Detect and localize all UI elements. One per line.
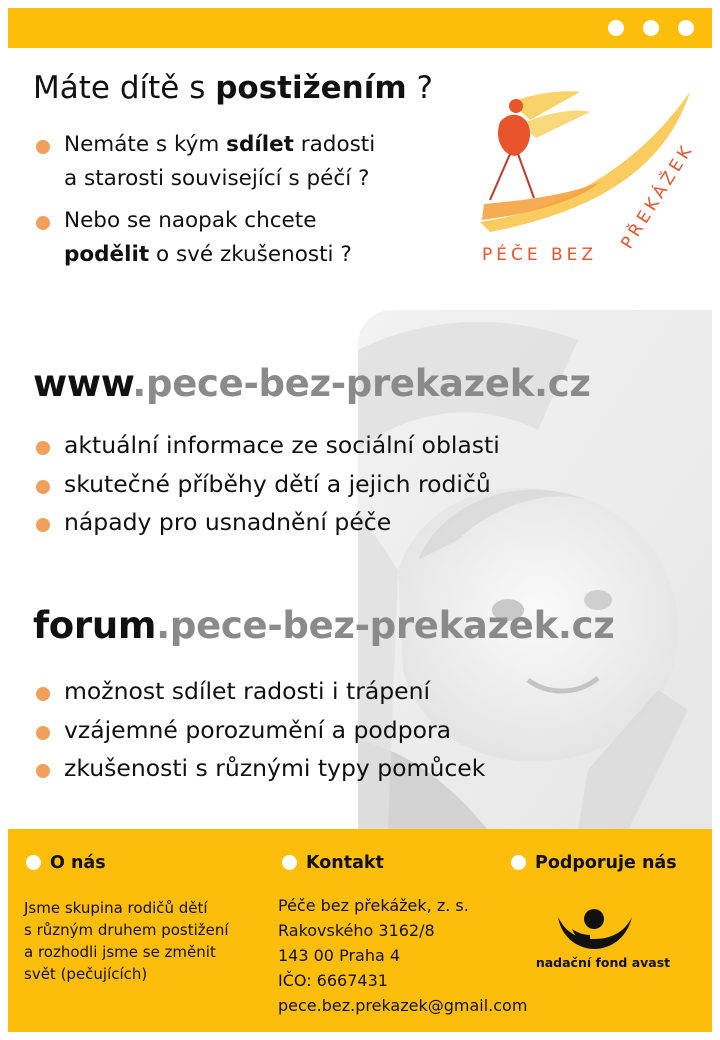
url-domain: www (33, 362, 133, 405)
about-line: a rozhodli jsme se změnit (24, 943, 216, 961)
dot-icon (511, 855, 526, 870)
contact-line: 143 00 Praha 4 (278, 946, 401, 965)
item-text: Nebo se naopak chcete (64, 208, 317, 233)
list-item (36, 426, 596, 465)
headline-suffix: ? (406, 70, 433, 106)
about-line: Jsme skupina rodičů dětí (24, 899, 208, 917)
item-text: nápady pro usnadnění péče (64, 508, 392, 536)
logo-text-bottom: PÉČE BEZ (482, 245, 598, 265)
logo-text-side: PŘEKÁŽEK (617, 139, 699, 253)
item-bold: podělit (64, 242, 150, 267)
forum-url[interactable] (33, 604, 615, 647)
bullet-icon (36, 441, 50, 455)
support-heading (511, 853, 677, 873)
about-line: svět (pečujících) (24, 965, 148, 983)
contact-line: Péče bez překážek, z. s. (278, 896, 469, 915)
headline-bold: postižením (215, 70, 407, 106)
avast-logo-text: nadační fond avast (535, 955, 671, 970)
item-text: skutečné příběhy dětí a jejich rodičů (64, 469, 491, 498)
list-item (36, 503, 596, 542)
item-text: radosti (293, 132, 376, 157)
item-text: a starosti související s péčí ? (64, 166, 370, 191)
bullet-icon (36, 518, 50, 532)
about-title: O nás (50, 853, 106, 873)
bullet-icon (36, 140, 50, 154)
url-domain: forum (33, 604, 157, 647)
item-bold: sdílet (226, 132, 294, 157)
list-item (36, 128, 436, 196)
dot-icon (678, 20, 694, 36)
intro-list (36, 128, 436, 280)
contact-line: IČO: 6667431 (278, 971, 388, 990)
avast-foundation-logo (528, 905, 678, 975)
list-item (36, 711, 596, 750)
bullet-icon (36, 726, 50, 740)
about-heading (26, 853, 106, 873)
url-rest: .pece-bez-prekazek.cz (132, 362, 591, 405)
forum-features (36, 672, 596, 788)
top-bar (8, 8, 712, 48)
item-text: vzájemné porozumění a podpora (64, 715, 452, 744)
contact-line: Rakovského 3162/8 (278, 921, 435, 940)
contact-heading (282, 853, 384, 873)
item-text: o své zkušenosti ? (149, 242, 352, 267)
list-item (36, 465, 596, 504)
website-features (36, 426, 596, 542)
support-title: Podporuje nás (535, 853, 677, 873)
item-text: aktuální informace ze sociální oblasti (64, 431, 500, 459)
item-text: možnost sdílet radosti i trápení (64, 677, 431, 705)
about-line: s různým druhem postižení (24, 921, 229, 939)
list-item (36, 204, 436, 272)
contact-title: Kontakt (306, 853, 384, 873)
bullet-icon (36, 687, 50, 701)
window-dots (608, 20, 694, 36)
dot-icon (643, 20, 659, 36)
contact-email[interactable]: pece.bez.prekazek@gmail.com (278, 996, 528, 1015)
dot-icon (282, 855, 297, 870)
website-url[interactable] (33, 362, 591, 405)
footer (8, 829, 712, 1032)
list-item (36, 672, 596, 711)
bullet-icon (36, 216, 50, 230)
item-text: Nemáte s kým (64, 132, 227, 157)
item-text: zkušenosti s různými typy pomůcek (64, 754, 486, 782)
dot-icon (608, 20, 624, 36)
bullet-icon (36, 480, 50, 494)
about-text (24, 897, 229, 985)
bullet-icon (36, 764, 50, 778)
dot-icon (26, 855, 41, 870)
url-rest: .pece-bez-prekazek.cz (156, 604, 615, 647)
headline-prefix: Máte dítě s (33, 70, 216, 106)
list-item (36, 749, 596, 788)
pece-bez-prekazek-logo (470, 82, 700, 282)
contact-text (278, 893, 527, 1018)
headline (33, 70, 433, 106)
